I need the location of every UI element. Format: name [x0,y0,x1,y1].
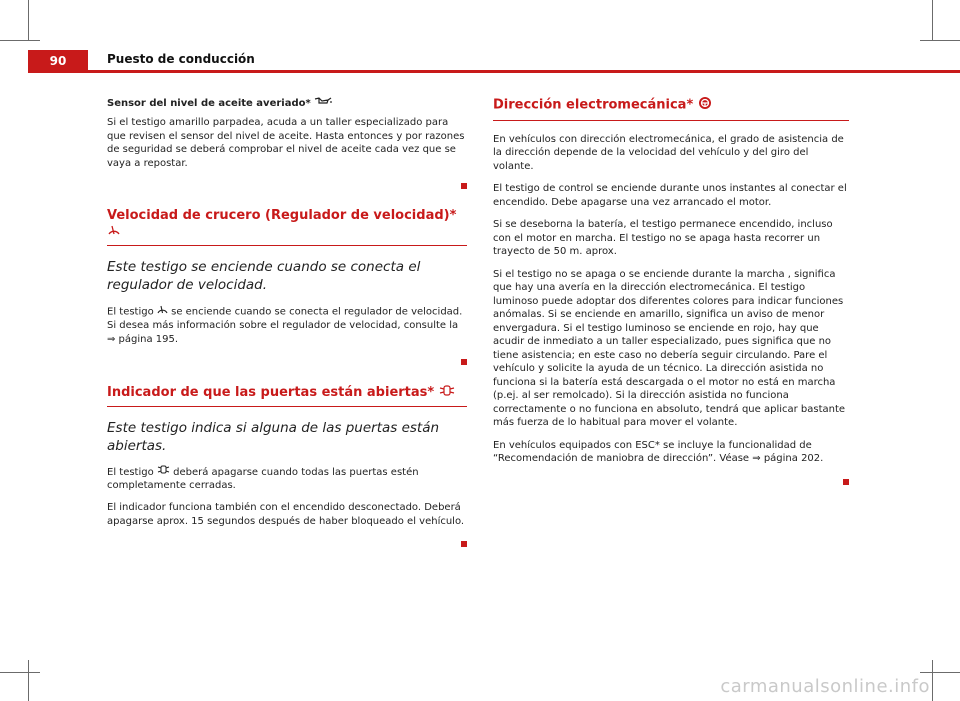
section-end-mark [843,479,849,485]
steering-text-5: En vehículos equipados con ESC* se incluye la funcionalidad de “Recomendación de maniobra de dirección”. Véase ⇒ página 202. [493,439,824,464]
running-header: Puesto de conducción [107,52,255,66]
crop-mark [932,660,933,701]
steering-text-4: Si el testigo no se apaga o se enciende durante la marcha , significa que hay una avería en la dirección electromecánica. El testigo luminoso puede adoptar dos diferentes colores para indicar funciones anómalas. Si se enciende en amarillo, significa un aviso de menor envergadura. Si el testigo luminoso se enciende en rojo, hay que acudir de inmediato a un taller especializado, pues significa que no tiene asistencia; en este caso no debería seguir circulando. Pare el vehículo y solicite la ayuda de un técnico. La dirección asistida no funciona si la batería está descargada o el motor no está en marcha (p.ej. al ser remolcado). Si la dirección asistida no funciona correctamente o no funciona en absoluto, tendrá que aplicar bastante más fuerza de lo habitual para mover el volante. [493,268,846,428]
speedometer-icon [157,304,168,319]
header-rule [28,70,960,73]
cruise-control-lead: Este testigo se enciende cuando se conecta el regulador de velocidad. [107,259,421,294]
crop-mark [28,0,29,40]
section-end-mark [461,183,467,189]
right-column [493,96,849,485]
crop-mark [28,660,29,701]
oil-can-icon [314,96,332,110]
crop-mark [932,0,933,40]
crop-mark [920,40,960,41]
doors-open-title: Indicador de que las puertas están abiertas* [107,385,467,407]
oil-sensor-heading: Sensor del nivel de aceite averiado* [107,96,467,110]
crop-mark [0,672,40,673]
watermark: carmanualsonline.info [720,676,930,697]
doors-open-text-2: El indicador funciona también con el encendido desconectado. Deberá apagarse aprox. 15 segundos después de haber bloqueado el vehículo. [107,502,465,527]
steering-title: Dirección electromecánica* [493,96,849,121]
oil-sensor-text: Si el testigo amarillo parpadea, acuda a un taller especializado para que revisen el sensor del nivel de aceite. Hasta entonces y por razones de seguridad se deberá comprobar el nivel de aceite cada vez que se vaya a repostar. [107,117,465,169]
doors-open-lead: Este testigo indica si alguna de las puertas están abiertas. [107,419,440,454]
cruise-control-text: El testigo se enciende cuando se conecta el regulador de velocidad. Si desea más información sobre el regulador de velocidad, consulte la ⇒ página 195. [107,304,467,346]
section-end-mark [461,359,467,365]
steering-wheel-icon [698,96,712,114]
section-end-mark [461,541,467,547]
doors-open-text: El testigo deberá apagarse cuando todas las puertas estén completamente cerradas. [107,466,419,491]
crop-mark [0,40,40,41]
speedometer-icon [107,223,121,240]
steering-text-1: En vehículos con dirección electromecánica, el grado de asistencia de la dirección depende de la velocidad del vehículo y del giro del volante. [493,133,844,172]
steering-text-2: El testigo de control se enciende durante unos instantes al conectar el encendido. Debe apagarse una vez arrancado el motor. [493,183,847,208]
crop-mark [920,672,960,673]
open-doors-icon [439,385,455,400]
open-doors-icon [157,465,170,479]
left-column [107,96,467,547]
steering-text-3: Si se deseborna la batería, el testigo permanece encendido, incluso con el motor en marcha. El testigo no se apaga hasta recorrer un trayecto de 50 m. aprox. [493,219,833,257]
cruise-control-title: Velocidad de crucero (Regulador de velocidad)* [107,209,467,246]
page-number: 90 [28,50,88,72]
